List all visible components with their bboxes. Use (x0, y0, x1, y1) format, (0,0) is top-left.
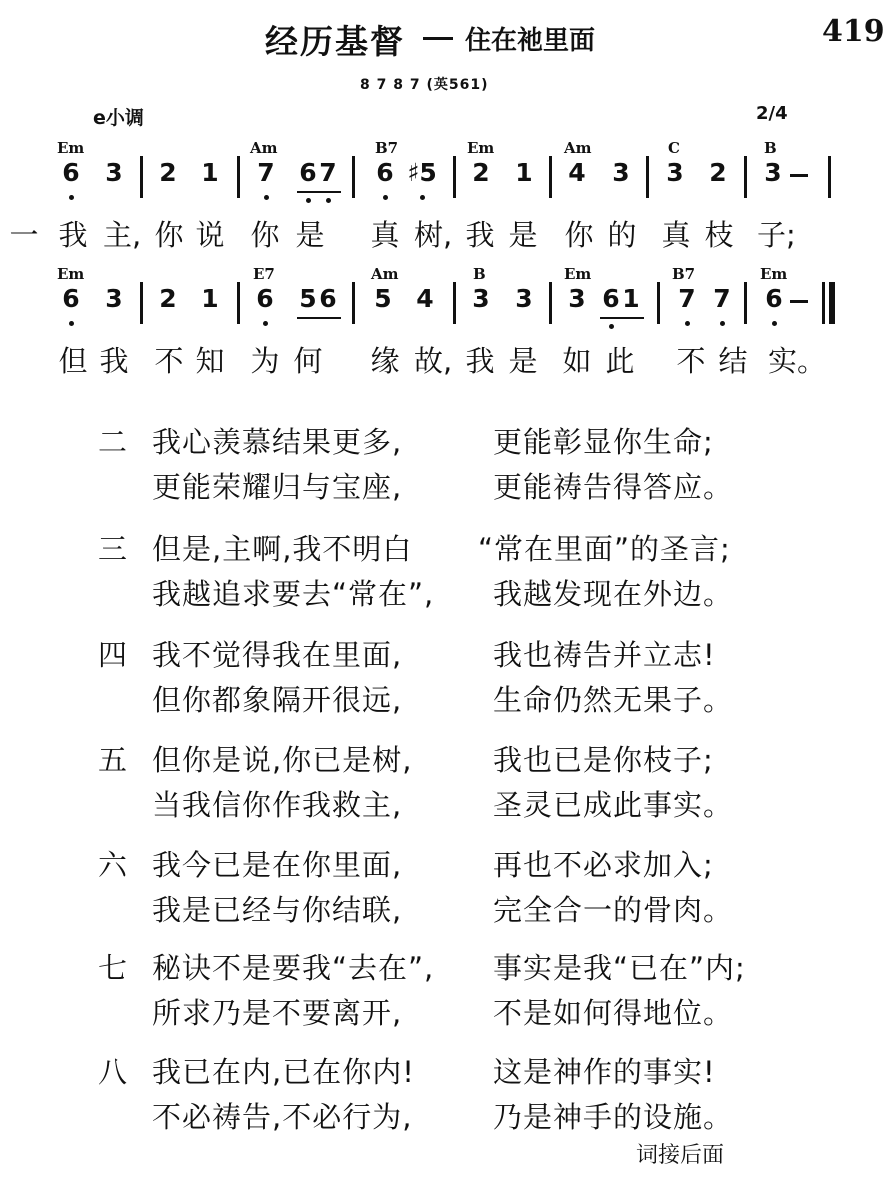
page-number: 419 (822, 14, 885, 49)
lyric: 缘 (370, 344, 400, 378)
time-signature: 2/4 (756, 103, 788, 124)
chord: B (473, 265, 486, 283)
note: 3 (105, 158, 123, 187)
eighth-beam (297, 191, 341, 193)
lyric: 此 (605, 344, 635, 378)
lyric: 结 (718, 344, 748, 378)
note: 2 (709, 158, 727, 187)
bar-line (140, 156, 143, 198)
verse-line: 秘诀不是要我“去在”, (152, 951, 435, 985)
note: 6 (256, 284, 274, 313)
note: 3 (666, 158, 684, 187)
verse-line: 我不觉得我在里面, (152, 638, 403, 672)
verse-line: 所求乃是不要离开, (152, 996, 403, 1030)
chord: B7 (672, 265, 696, 283)
verse-number: 八 (98, 1055, 128, 1089)
note: 6 (602, 284, 620, 313)
bar-line (453, 282, 456, 324)
verse-number: 四 (98, 638, 128, 672)
lyric: 我 (465, 218, 495, 252)
note: 1 (515, 158, 533, 187)
lyric: 子; (757, 218, 796, 252)
verse-line: 但你都象隔开很远, (152, 683, 403, 717)
bar-line (237, 156, 240, 198)
note: 3 (515, 284, 533, 313)
verse-line: 乃是神手的设施。 (493, 1100, 734, 1134)
sustain-dash (790, 300, 808, 303)
verse-line: 不必祷告,不必行为, (152, 1100, 413, 1134)
chord: Am (371, 265, 399, 283)
lyric: 我 (465, 344, 495, 378)
note: 5 (299, 284, 317, 313)
lyric: 你 (154, 218, 184, 252)
bar-line (646, 156, 649, 198)
lower-octave-dot (383, 195, 388, 200)
note: 5 (374, 284, 392, 313)
lower-octave-dot (772, 321, 777, 326)
verse-line: 生命仍然无果子。 (493, 683, 734, 717)
verse-number: 六 (98, 848, 128, 882)
note: 1 (201, 158, 219, 187)
lyric: 真 (370, 218, 400, 252)
verse-line: 完全合一的骨肉。 (493, 893, 734, 927)
lyric: 不 (676, 344, 706, 378)
note: 6 (62, 158, 80, 187)
verse-number: 五 (98, 743, 128, 777)
verse-line: 更能荣耀归与宝座, (152, 470, 403, 504)
lower-octave-dot (720, 321, 725, 326)
note: 3 (612, 158, 630, 187)
key-signature: e小调 (93, 107, 144, 129)
lyric: 枝 (704, 218, 734, 252)
note: 2 (472, 158, 490, 187)
meter: 8 7 8 7 (英561) (360, 77, 489, 93)
chord: Am (564, 139, 592, 157)
note: 3 (105, 284, 123, 313)
verse-line: 更能彰显你生命; (493, 425, 714, 459)
hymn-title: 经历基督 (265, 22, 405, 61)
chord: B7 (375, 139, 399, 157)
lower-octave-dot (264, 195, 269, 200)
lyric: 我 (58, 218, 88, 252)
chord: Em (57, 139, 85, 157)
note: 2 (159, 284, 177, 313)
sustain-dash (790, 174, 808, 177)
verse-line: 更能祷告得答应。 (493, 470, 734, 504)
verse-line: 但是,主啊,我不明白 (152, 532, 413, 566)
lower-octave-dot (69, 195, 74, 200)
lower-octave-dot (609, 324, 614, 329)
bar-line (828, 156, 831, 198)
note: 6 (299, 158, 317, 187)
verse-line: 我是已经与你结联, (152, 893, 403, 927)
lyric: 你 (564, 218, 594, 252)
note: 6 (765, 284, 783, 313)
verse-line: 事实是我“已在”内; (493, 951, 746, 985)
continuation-note: 词接后面 (636, 1143, 725, 1168)
lower-octave-dot (685, 321, 690, 326)
lower-octave-dot (69, 321, 74, 326)
lyric: 是 (508, 344, 538, 378)
eighth-beam (600, 317, 644, 319)
verse-line: 当我信你作我救主, (152, 788, 403, 822)
lyric: 知 (195, 344, 225, 378)
verse-line: 圣灵已成此事实。 (493, 788, 734, 822)
lyric: 主, (103, 218, 142, 252)
note: 6 (376, 158, 394, 187)
bar-line (352, 156, 355, 198)
bar-line (744, 156, 747, 198)
verse-line: 这是神作的事实! (493, 1055, 716, 1089)
lower-octave-dot (420, 195, 425, 200)
lyric: 的 (607, 218, 637, 252)
bar-line (549, 156, 552, 198)
verse-line: 我越发现在外边。 (493, 577, 734, 611)
lyric: 是 (508, 218, 538, 252)
lower-octave-dot (263, 321, 268, 326)
note: 4 (416, 284, 434, 313)
bar-line (744, 282, 747, 324)
lyric: 你 (250, 218, 280, 252)
lyric: 真 (661, 218, 691, 252)
note: 7 (713, 284, 731, 313)
chord: Em (57, 265, 85, 283)
note: 7 (319, 158, 337, 187)
lyric: 实。 (768, 344, 827, 378)
hymn-subtitle: 住在祂里面 (465, 26, 596, 56)
chord: B (764, 139, 777, 157)
bar-line (822, 282, 825, 324)
note: 1 (201, 284, 219, 313)
verse-line: “常在里面”的圣言; (478, 532, 731, 566)
verse-line: 我心羡慕结果更多, (152, 425, 403, 459)
note: 3 (472, 284, 490, 313)
bar-line (352, 282, 355, 324)
bar-line (453, 156, 456, 198)
note: 7 (257, 158, 275, 187)
bar-line (237, 282, 240, 324)
note: 6 (62, 284, 80, 313)
verse-line: 我今已是在你里面, (152, 848, 403, 882)
lyric: 说 (195, 218, 225, 252)
verse-line: 我已在内,已在你内! (152, 1055, 415, 1089)
verse-number: 三 (98, 532, 128, 566)
lyric: 树, (414, 218, 453, 252)
title-separator (423, 37, 453, 40)
bar-line (140, 282, 143, 324)
bar-line (657, 282, 660, 324)
note: 4 (568, 158, 586, 187)
lyric: 是 (295, 218, 325, 252)
lyric: 但 (58, 344, 88, 378)
eighth-beam (297, 317, 341, 319)
note: 6 (319, 284, 337, 313)
verse-line: 我也已是你枝子; (493, 743, 714, 777)
verse-line: 但你是说,你已是树, (152, 743, 413, 777)
note: 7 (678, 284, 696, 313)
verse-line: 我也祷告并立志! (493, 638, 716, 672)
verse-line: 再也不必求加入; (493, 848, 714, 882)
chord: Em (564, 265, 592, 283)
chord: Em (760, 265, 788, 283)
note: ♯5 (407, 158, 437, 187)
note: 2 (159, 158, 177, 187)
chord: Am (250, 139, 278, 157)
note: 3 (764, 158, 782, 187)
verse-line: 我越追求要去“常在”, (152, 577, 435, 611)
verse-number: 二 (98, 425, 128, 459)
lyric: 如 (562, 344, 592, 378)
lyric: 我 (99, 344, 129, 378)
lyric: 一 (9, 218, 39, 252)
verse-number: 七 (98, 951, 128, 985)
note: 3 (568, 284, 586, 313)
lyric: 故, (414, 344, 453, 378)
lower-octave-dot (326, 198, 331, 203)
chord: Em (467, 139, 495, 157)
chord: C (668, 139, 680, 157)
bar-line (549, 282, 552, 324)
verse-line: 不是如何得地位。 (493, 996, 734, 1030)
final-bar-line (829, 282, 835, 324)
lyric: 何 (293, 344, 323, 378)
lower-octave-dot (306, 198, 311, 203)
lyric: 不 (154, 344, 184, 378)
chord: E7 (253, 265, 275, 283)
note: 1 (622, 284, 640, 313)
lyric: 为 (250, 344, 280, 378)
